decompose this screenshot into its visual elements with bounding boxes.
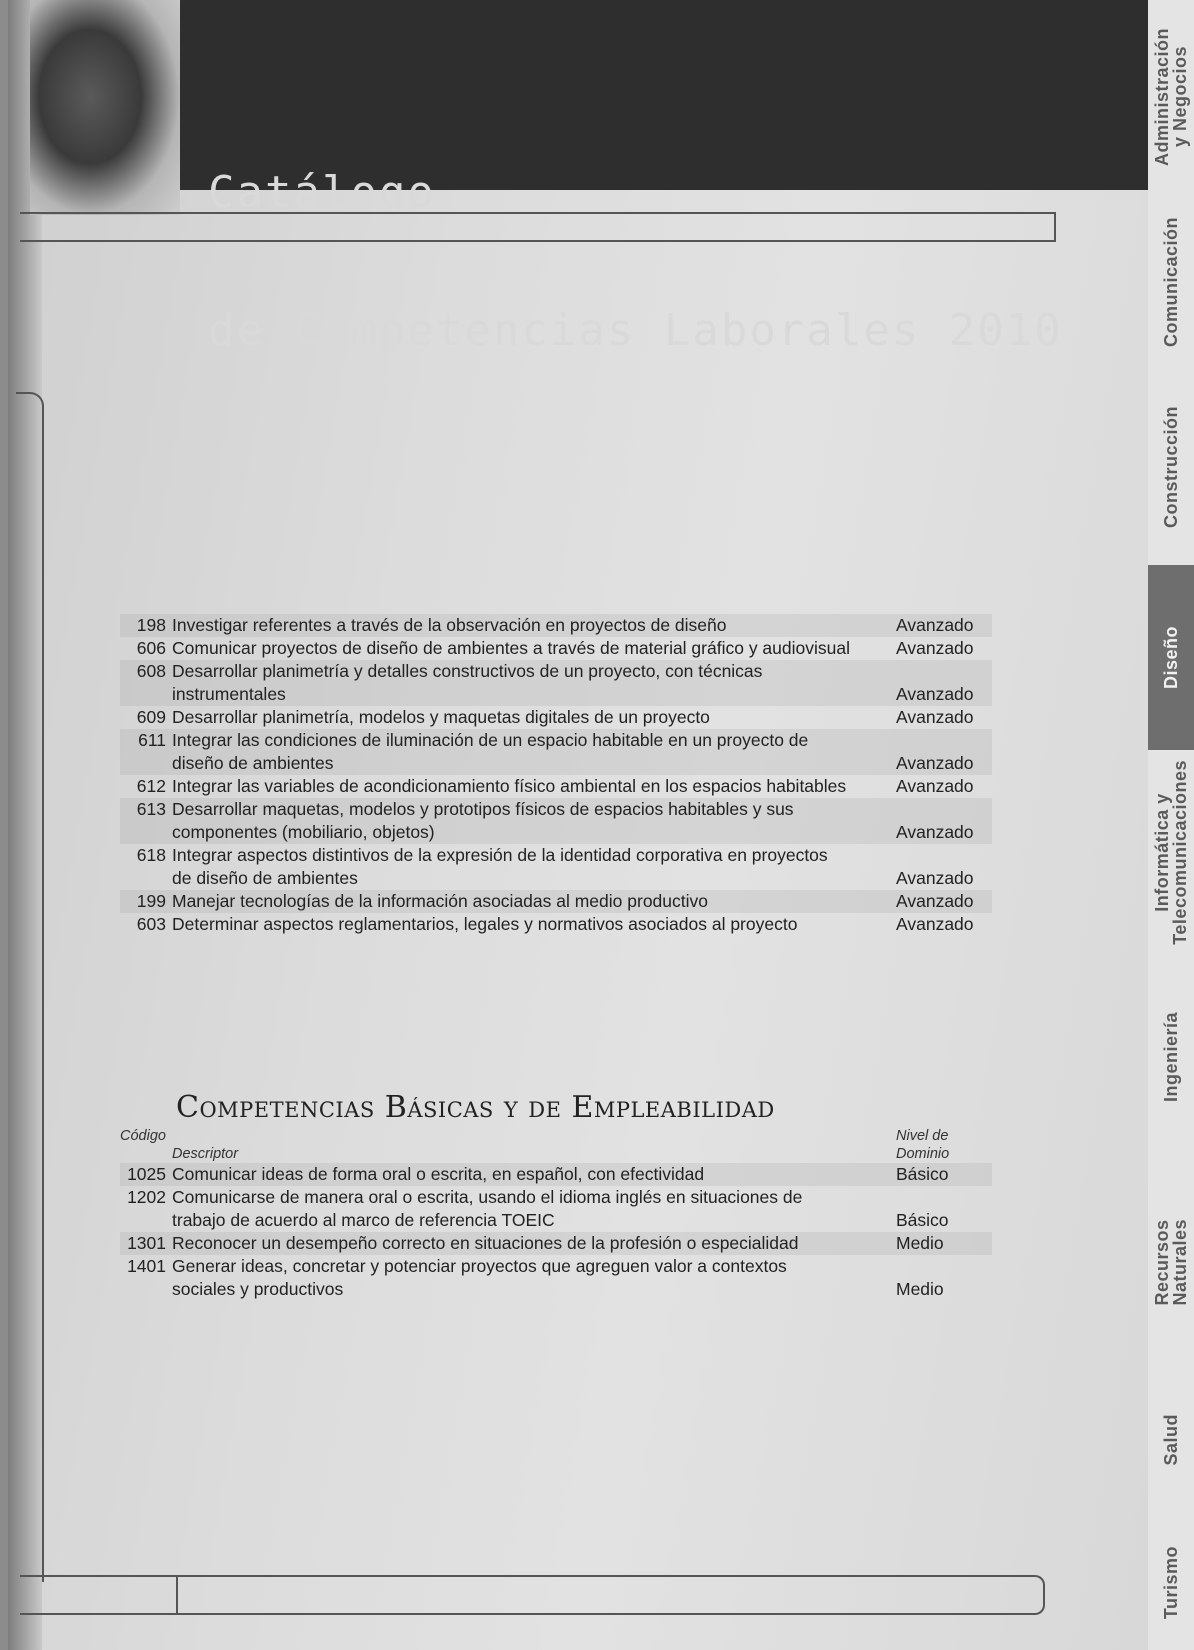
descriptor-line: trabajo de acuerdo al marco de referencia TOEIC xyxy=(172,1210,555,1230)
tab-construccion[interactable] xyxy=(1148,370,1194,565)
basic-section-title: Competencias Básicas y de Empleabilidad xyxy=(176,1090,775,1125)
table-row xyxy=(120,637,992,660)
table-header xyxy=(120,1127,992,1163)
tab-label: Ingeniería xyxy=(1161,1012,1181,1103)
competency-level: Avanzado xyxy=(896,868,974,888)
table-row xyxy=(120,729,992,775)
competency-descriptor xyxy=(172,1186,896,1232)
competency-level: Básico xyxy=(896,1210,949,1230)
descriptor-line: Comunicarse de manera oral o escrita, usando el idioma inglés en situaciones de xyxy=(172,1187,803,1207)
descriptor-line: Manejar tecnologías de la información asociadas al medio productivo xyxy=(172,891,708,911)
competency-level: Avanzado xyxy=(896,638,974,658)
bottom-frame-line xyxy=(20,1575,1045,1615)
competency-descriptor xyxy=(172,660,896,706)
descriptor-line: componentes (mobiliario, objetos) xyxy=(172,822,435,842)
tab-diseno[interactable] xyxy=(1148,565,1194,750)
descriptor-line: Comunicar proyectos de diseño de ambientes a través de material gráfico y audiovisual xyxy=(172,638,850,658)
tab-recursos[interactable] xyxy=(1148,1160,1194,1365)
table-row xyxy=(120,1232,992,1255)
tab-salud[interactable] xyxy=(1148,1365,1194,1515)
basic-competencies-table xyxy=(120,1127,992,1301)
competency-code: 1401 xyxy=(127,1256,166,1276)
competency-level: Avanzado xyxy=(896,822,974,842)
competency-code: 608 xyxy=(136,661,166,681)
descriptor-line: Reconocer un desempeño correcto en situaciones de la profesión o especialidad xyxy=(172,1233,799,1253)
table-row xyxy=(120,1255,992,1301)
title-line-2: de Competencias Laborales 2010 xyxy=(208,305,1063,356)
competency-descriptor xyxy=(172,1232,896,1255)
competency-descriptor xyxy=(172,798,896,844)
competency-descriptor xyxy=(172,706,896,729)
tab-label: Diseño xyxy=(1161,625,1181,689)
competency-descriptor xyxy=(172,614,896,637)
descriptor-line: Desarrollar planimetría y detalles constructivos de un proyecto, con técnicas xyxy=(172,661,763,681)
competency-code: 609 xyxy=(136,707,166,727)
descriptor-line: Desarrollar maquetas, modelos y prototipos físicos de espacios habitables y sus xyxy=(172,799,794,819)
descriptor-line: Integrar las condiciones de iluminación de un espacio habitable en un proyecto de xyxy=(172,730,809,750)
tab-label: Salud xyxy=(1161,1414,1181,1466)
competency-code: 1301 xyxy=(127,1233,166,1253)
competency-level: Avanzado xyxy=(896,753,974,773)
table-row xyxy=(120,798,992,844)
descriptor-line: Investigar referentes a través de la observación en proyectos de diseño xyxy=(172,615,727,635)
tab-administracion[interactable] xyxy=(1148,0,1194,195)
descriptor-line: Integrar las variables de acondicionamiento físico ambiental en los espacios habitables xyxy=(172,776,847,796)
column-header-code: Código xyxy=(120,1128,166,1144)
competency-code: 618 xyxy=(136,845,166,865)
tab-label: Informática y Telecomunicaciones xyxy=(1152,760,1190,945)
column-header-level-line-2: Dominio xyxy=(896,1146,950,1162)
tab-comunicacion[interactable] xyxy=(1148,195,1194,370)
table-row xyxy=(120,1163,992,1186)
title-line-1: Catálogo xyxy=(208,167,436,218)
descriptor-line: instrumentales xyxy=(172,684,286,704)
competency-level: Medio xyxy=(896,1233,944,1253)
competency-code: 611 xyxy=(138,730,166,750)
competency-descriptor xyxy=(172,890,896,913)
descriptor-line: Determinar aspectos reglamentarios, legales y normativos asociados al proyecto xyxy=(172,914,798,934)
table-row xyxy=(120,913,992,936)
tab-label: Comunicación xyxy=(1161,217,1181,348)
competency-descriptor xyxy=(172,775,896,798)
competency-code: 198 xyxy=(136,615,166,635)
table-row xyxy=(120,614,992,637)
top-frame-line xyxy=(20,212,1056,242)
tab-label: Construcción xyxy=(1161,406,1181,529)
competency-descriptor xyxy=(172,913,896,936)
table-row xyxy=(120,890,992,913)
column-header-level-line-1: Nivel de xyxy=(896,1128,949,1144)
descriptor-line: sociales y productivos xyxy=(172,1279,344,1299)
competency-code: 606 xyxy=(136,638,166,658)
competency-descriptor xyxy=(172,844,896,890)
header-photo xyxy=(30,0,180,215)
column-header-descriptor: Descriptor xyxy=(172,1146,239,1162)
competency-code: 603 xyxy=(136,914,166,934)
descriptor-line: Integrar aspectos distintivos de la expresión de la identidad corporativa en proyectos xyxy=(172,845,828,865)
descriptor-line: Comunicar ideas de forma oral o escrita, en español, con efectividad xyxy=(172,1164,705,1184)
table-row xyxy=(120,660,992,706)
competency-level: Avanzado xyxy=(896,707,974,727)
catalog-page xyxy=(8,0,1148,1650)
table-row xyxy=(120,775,992,798)
page-title xyxy=(208,78,1063,446)
competency-level: Avanzado xyxy=(896,891,974,911)
competency-descriptor xyxy=(172,729,896,775)
left-frame-line xyxy=(16,392,44,1582)
descriptor-line: Desarrollar planimetría, modelos y maquetas digitales de un proyecto xyxy=(172,707,710,727)
competency-code: 612 xyxy=(136,776,166,796)
specific-competencies-table xyxy=(120,614,992,936)
table-row xyxy=(120,706,992,729)
descriptor-line: Generar ideas, concretar y potenciar proyectos que agreguen valor a contextos xyxy=(172,1256,787,1276)
table-row xyxy=(120,1186,992,1232)
competency-code: 199 xyxy=(136,891,166,911)
competency-code: 613 xyxy=(136,799,166,819)
competency-code: 1202 xyxy=(127,1187,166,1207)
descriptor-line: de diseño de ambientes xyxy=(172,868,358,888)
competency-level: Medio xyxy=(896,1279,944,1299)
tab-label: Turismo xyxy=(1161,1545,1181,1620)
competency-level: Avanzado xyxy=(896,776,974,796)
competency-level: Avanzado xyxy=(896,914,974,934)
competency-descriptor xyxy=(172,637,896,660)
competency-descriptor xyxy=(172,1255,896,1301)
competency-descriptor xyxy=(172,1163,896,1186)
tab-label: Recursos Naturales xyxy=(1152,1219,1190,1306)
tab-informatica-y[interactable] xyxy=(1148,750,1194,955)
tab-ingenieria[interactable] xyxy=(1148,955,1194,1160)
table-row xyxy=(120,844,992,890)
competency-level: Básico xyxy=(896,1164,949,1184)
bottom-frame-divider xyxy=(176,1575,178,1615)
column-header-level xyxy=(896,1127,992,1163)
competency-level: Avanzado xyxy=(896,684,974,704)
competency-code: 1025 xyxy=(127,1164,166,1184)
tab-label: Administración y Negocios xyxy=(1152,28,1190,167)
competency-level: Avanzado xyxy=(896,615,974,635)
section-tabs xyxy=(1148,0,1194,1650)
descriptor-line: diseño de ambientes xyxy=(172,753,334,773)
tab-turismo[interactable] xyxy=(1148,1515,1194,1650)
